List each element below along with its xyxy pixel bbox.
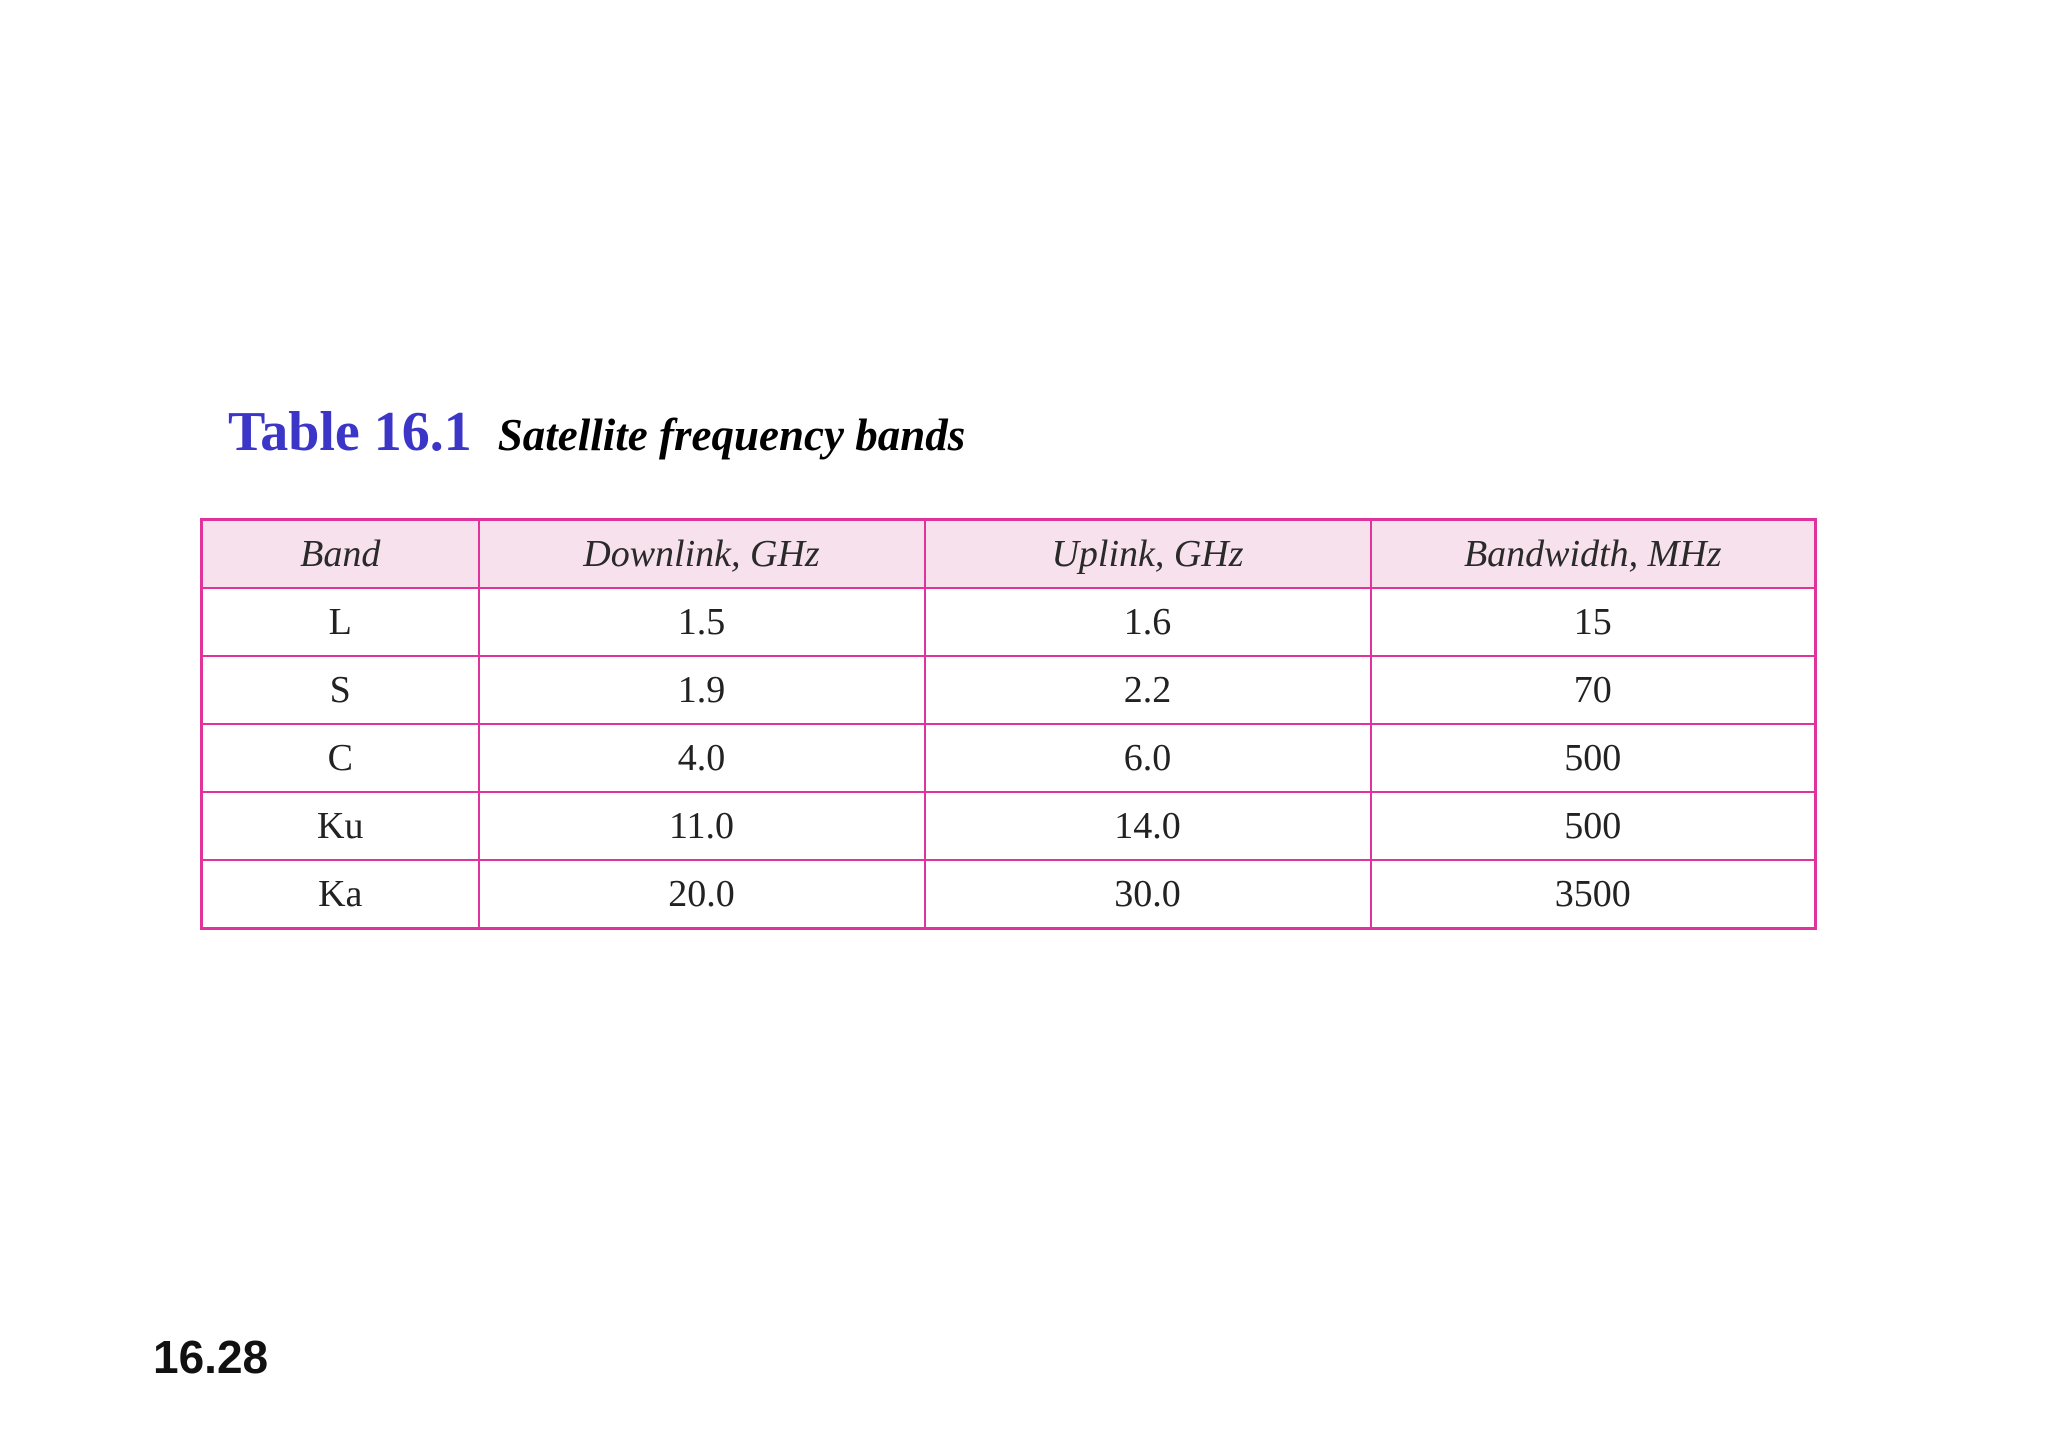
cell-downlink: 1.5	[479, 588, 925, 656]
cell-downlink: 4.0	[479, 724, 925, 792]
table-number: Table 16.1	[228, 401, 472, 463]
table-header-row	[202, 520, 1816, 589]
cell-bandwidth: 15	[1371, 588, 1816, 656]
table-row	[202, 860, 1816, 929]
cell-band: S	[202, 656, 479, 724]
frequency-bands-table	[200, 518, 1817, 930]
cell-downlink: 20.0	[479, 860, 925, 929]
table-caption	[228, 400, 965, 464]
table-title: Satellite frequency bands	[497, 410, 966, 460]
table-row	[202, 792, 1816, 860]
cell-band: Ka	[202, 860, 479, 929]
cell-bandwidth: 500	[1371, 792, 1816, 860]
cell-uplink: 1.6	[925, 588, 1371, 656]
cell-downlink: 1.9	[479, 656, 925, 724]
cell-band: L	[202, 588, 479, 656]
cell-bandwidth: 3500	[1371, 860, 1816, 929]
cell-uplink: 30.0	[925, 860, 1371, 929]
header-bandwidth: Bandwidth, MHz	[1371, 520, 1816, 589]
table-row	[202, 724, 1816, 792]
cell-band: Ku	[202, 792, 479, 860]
cell-bandwidth: 70	[1371, 656, 1816, 724]
header-band: Band	[202, 520, 479, 589]
table-row	[202, 656, 1816, 724]
cell-downlink: 11.0	[479, 792, 925, 860]
cell-band: C	[202, 724, 479, 792]
cell-uplink: 6.0	[925, 724, 1371, 792]
cell-uplink: 14.0	[925, 792, 1371, 860]
cell-bandwidth: 500	[1371, 724, 1816, 792]
cell-uplink: 2.2	[925, 656, 1371, 724]
header-uplink: Uplink, GHz	[925, 520, 1371, 589]
slide-number: 16.28	[153, 1331, 269, 1383]
table-row	[202, 588, 1816, 656]
header-downlink: Downlink, GHz	[479, 520, 925, 589]
